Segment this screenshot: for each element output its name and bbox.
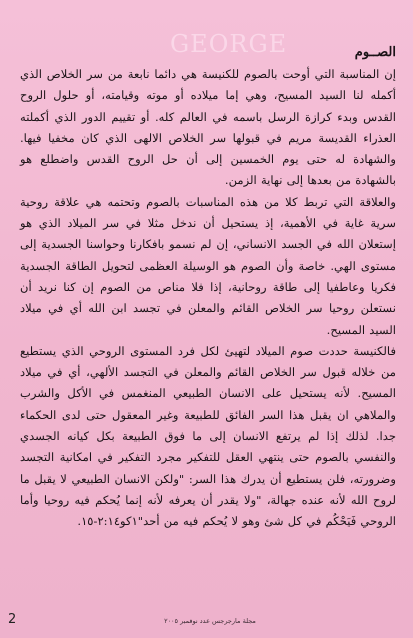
magazine-issue-line: مجلة مارجرجس عدد نوفمبر ٢٠٠٥	[164, 617, 256, 625]
article-body	[20, 44, 396, 533]
paragraph-3: فالكنيسة حددت صوم الميلاد لتهيئ لكل فرد المستوى الروحي الذي يستطيع من خلاله قبول سر الخلاص القائم والمعلن في التجسد الألهي، أي في ميلاد المسيح. لأنه يستحيل على الانسان الطبيعي المنغمس في الأكل والشرب والملاهي ان يقبل هذا السر الفائق للطبيعة وغير المعقول حتى لدى الحكماء جدا. لذلك إذا لم يرتفع الانسان إلى ما فوق الطبيعة بكل كيانه الجسدي والنفسي بالصوم حتى ينتهي العقل للتفكير مجرد التفكير في امكانية التجسد وضرورته، فلن يستطيع أن يدرك هذا السر: "ولكن الانسان الطبيعي لا يقبل ما لروح الله لأنه عنده جهالة، "ولا يقدر أن يعرفه لأنه إنما يُحكم فيه روحيا وأما الروحي فَيَحْكُم في كل شئ وهو لا يُحكم فيه من أحد"١كو٢:١٤-١٥.	[20, 343, 396, 529]
george-watermark: GEORGE	[170, 30, 288, 58]
paragraph-2: والعلاقة التي تربط كلا من هذه المناسبات بالصوم وتحتمه هي علاقة روحية سرية غاية في الأهمية، إذ يستحيل أن ندخل مثلا في سر الميلاد الذي هو إستعلان الله في الجسد الانساني، إن لم نسمو بافكارنا وحواسنا الجسدية إلى مستوى الهي. خاصة وأن الصوم هو الوسيلة العظمى لتحويل الطاقة الجسدية فكريا وعاطفيا إلى طاقة روحانية، إذا فلا مناص من الصوم إن كنا نريد أن نستعلن روحيا سر الخلاص القائم والمعلن في تجسد ابن الله أي في ميلاد السيد المسيح.	[20, 194, 396, 337]
article-heading: الصــوم	[354, 45, 396, 60]
page-footer	[0, 612, 413, 632]
paragraph-1: إن المناسبة التي أوحت بالصوم للكنيسة هي دائما نابعة من سر الخلاص الذي أكمله لنا السيد المسيح، وهي إما ميلاده أو موته وقيامته، أو حلول الروح القدس وبدء كرازة الرسل باسمه في العالم كله. أو تقييم الدور الذي أكملته العذراء القديسة مريم في قبولها سر الخلاص الالهى الذي كان مخفيا فيها. والشهادة له حتى يوم الخمسين إلى أن حل الروح القدس واضطلع هو بالشهادة من بعدها إلى نهاية الزمن.	[20, 67, 396, 188]
page-number: 2	[8, 612, 17, 627]
